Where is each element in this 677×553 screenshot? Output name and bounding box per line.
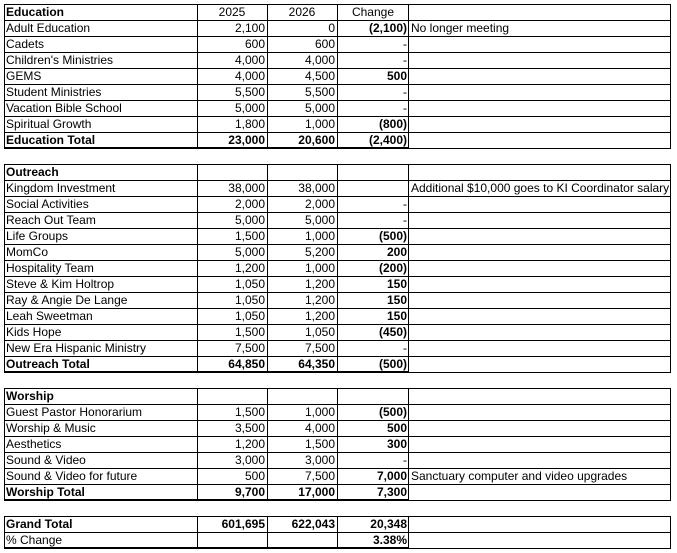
- grid-line: [197, 388, 198, 501]
- change-value: -: [403, 37, 407, 51]
- value-2026: 0: [328, 21, 335, 35]
- note: [408, 452, 670, 468]
- line-item-name: Ray & Angie De Lange: [6, 293, 128, 307]
- value-2025: 1,050: [234, 309, 265, 323]
- line-item-name: Children's Ministries: [6, 53, 113, 67]
- value-2026: 600: [314, 37, 335, 51]
- value-2025: 1,050: [234, 293, 265, 307]
- line-item-name: Student Ministries: [6, 85, 102, 99]
- line-item-name: Social Activities: [6, 197, 89, 211]
- value-2025: 1,050: [234, 277, 265, 291]
- value-2025: 1,500: [234, 229, 265, 243]
- value-2025: 5,000: [234, 101, 265, 115]
- col-header-2026: 2026: [288, 5, 316, 19]
- value-2026: 4,000: [304, 53, 335, 67]
- col-header-2025: 2025: [218, 5, 246, 19]
- grid-line: [408, 388, 409, 501]
- total-2025: 64,850: [228, 357, 265, 371]
- value-2026: 1,200: [304, 277, 335, 291]
- section-title: Outreach: [6, 165, 59, 179]
- change-value: 150: [386, 293, 407, 307]
- line-item-name: Reach Out Team: [6, 213, 96, 227]
- change-value: 500: [386, 421, 407, 435]
- value-2026: 1,050: [304, 325, 335, 339]
- line-item-name: Kids Hope: [6, 325, 62, 339]
- line-item-name: Steve & Kim Holtrop: [6, 277, 115, 291]
- change-value: 500: [386, 69, 407, 83]
- note: [408, 196, 670, 212]
- grid-line: [267, 516, 268, 549]
- total-change: (500): [378, 357, 407, 371]
- grid-line: [670, 516, 671, 549]
- value-2026: 5,000: [304, 213, 335, 227]
- change-value: 300: [386, 437, 407, 451]
- grid-line: [197, 164, 198, 373]
- change-value: -: [403, 213, 407, 227]
- section-title: Education: [6, 5, 65, 19]
- note: [408, 84, 670, 100]
- total-2026: 20,600: [298, 133, 335, 147]
- note: Additional $10,000 goes to KI Coordinator salary: [411, 181, 670, 195]
- value-2026: 1,000: [304, 405, 335, 419]
- value-2025: 38,000: [228, 181, 265, 195]
- change-value: (500): [378, 405, 407, 419]
- total-2026: 64,350: [298, 357, 335, 371]
- value-2025: 3,000: [234, 453, 265, 467]
- change-value: 150: [386, 277, 407, 291]
- value-2026: 5,200: [304, 245, 335, 259]
- grid-line: [4, 516, 5, 549]
- change-value: 7,000: [376, 469, 407, 483]
- change-value: (2,100): [368, 21, 407, 35]
- line-item-name: Worship & Music: [6, 421, 96, 435]
- note: [408, 212, 670, 228]
- grid-line: [4, 499, 409, 500]
- grid-line: [4, 547, 409, 548]
- note: [408, 308, 670, 324]
- change-value: [337, 180, 408, 196]
- change-value: (800): [378, 117, 407, 131]
- value-2026: 4,000: [304, 421, 335, 435]
- value-2025: 5,500: [234, 85, 265, 99]
- pct-change-label: % Change: [6, 533, 63, 547]
- value-2026: 4,500: [304, 69, 335, 83]
- note: Sanctuary computer and video upgrades: [411, 469, 628, 483]
- value-2026: 1,500: [304, 437, 335, 451]
- grand-total-2026: 622,043: [291, 517, 335, 531]
- section-title: Worship: [6, 389, 54, 403]
- grid-line: [670, 388, 671, 501]
- grid-line: [4, 164, 5, 373]
- grid-line: [4, 371, 409, 372]
- value-2025: 4,000: [234, 69, 265, 83]
- grid-line: [4, 4, 5, 149]
- value-2026: 1,000: [304, 261, 335, 275]
- note: [408, 52, 670, 68]
- total-change: 7,300: [376, 485, 407, 499]
- line-item-name: Leah Sweetman: [6, 309, 93, 323]
- note: [408, 404, 670, 420]
- grid-line: [267, 4, 268, 149]
- value-2025: 2,000: [234, 197, 265, 211]
- change-value: (200): [378, 261, 407, 275]
- change-value: -: [403, 197, 407, 211]
- value-2025: 600: [244, 37, 265, 51]
- value-2025: 1,200: [234, 437, 265, 451]
- value-2025: 4,000: [234, 53, 265, 67]
- line-item-name: Kingdom Investment: [6, 181, 116, 195]
- value-2026: 1,200: [304, 293, 335, 307]
- grid-line: [197, 516, 198, 549]
- value-2025: 1,500: [234, 325, 265, 339]
- total-2026: 17,000: [298, 485, 335, 499]
- value-2026: 3,000: [304, 453, 335, 467]
- note: [408, 228, 670, 244]
- total-label: Education Total: [6, 133, 96, 147]
- value-2026: 2,000: [304, 197, 335, 211]
- value-2025: 500: [244, 469, 265, 483]
- grid-line: [197, 4, 198, 149]
- grand-total-label: Grand Total: [6, 517, 73, 531]
- note: [408, 100, 670, 116]
- value-2025: 1,200: [234, 261, 265, 275]
- note: [408, 276, 670, 292]
- value-2026: 7,500: [304, 469, 335, 483]
- note: [408, 36, 670, 52]
- value-2025: 2,100: [234, 21, 265, 35]
- change-value: -: [403, 85, 407, 99]
- grid-line: [337, 4, 338, 149]
- total-2025: 23,000: [228, 133, 265, 147]
- line-item-name: New Era Hispanic Ministry: [6, 341, 147, 355]
- total-label: Worship Total: [6, 485, 85, 499]
- grid-line: [337, 388, 338, 501]
- change-value: -: [403, 453, 407, 467]
- change-value: 200: [386, 245, 407, 259]
- value-2026: 1,000: [304, 117, 335, 131]
- note: [408, 116, 670, 132]
- value-2025: 1,500: [234, 405, 265, 419]
- col-header-change: Change: [351, 5, 395, 19]
- line-item-name: Sound & Video: [6, 453, 86, 467]
- grand-total-2025: 601,695: [221, 517, 265, 531]
- grid-line: [267, 388, 268, 501]
- grid-line: [4, 388, 5, 501]
- value-2025: 7,500: [234, 341, 265, 355]
- line-item-name: Vacation Bible School: [6, 101, 122, 115]
- note: No longer meeting: [411, 21, 510, 35]
- value-2026: 5,000: [304, 101, 335, 115]
- grand-total-change: 20,348: [370, 517, 407, 531]
- total-label: Outreach Total: [6, 357, 90, 371]
- line-item-name: Guest Pastor Honorarium: [6, 405, 143, 419]
- grid-line: [337, 516, 338, 549]
- value-2025: 1,800: [234, 117, 265, 131]
- line-item-name: Aesthetics: [6, 437, 62, 451]
- line-item-name: Hospitality Team: [6, 261, 94, 275]
- grid-line: [267, 164, 268, 373]
- note: [408, 324, 670, 340]
- line-item-name: Life Groups: [6, 229, 69, 243]
- pct-change-value: 3.38%: [372, 533, 407, 547]
- value-2025: 5,000: [234, 245, 265, 259]
- value-2026: 38,000: [298, 181, 335, 195]
- value-2026: 1,200: [304, 309, 335, 323]
- value-2026: 1,000: [304, 229, 335, 243]
- line-item-name: Sound & Video for future: [6, 469, 138, 483]
- grid-line: [4, 147, 409, 148]
- note: [408, 420, 670, 436]
- change-value: 150: [386, 309, 407, 323]
- note: [408, 292, 670, 308]
- line-item-name: Cadets: [6, 37, 45, 51]
- value-2026: 5,500: [304, 85, 335, 99]
- change-value: -: [403, 53, 407, 67]
- total-change: (2,400): [368, 133, 407, 147]
- value-2026: 7,500: [304, 341, 335, 355]
- change-value: -: [403, 101, 407, 115]
- line-item-name: GEMS: [6, 69, 42, 83]
- grid-line: [408, 4, 409, 149]
- note: [408, 340, 670, 356]
- note: [408, 68, 670, 84]
- grid-line: [670, 4, 671, 149]
- value-2025: 5,000: [234, 213, 265, 227]
- line-item-name: Adult Education: [6, 21, 91, 35]
- value-2025: 3,500: [234, 421, 265, 435]
- line-item-name: Spiritual Growth: [6, 117, 92, 131]
- grid-line: [670, 164, 671, 373]
- note: [408, 244, 670, 260]
- grid-line: [337, 164, 338, 373]
- change-value: -: [403, 341, 407, 355]
- change-value: (450): [378, 325, 407, 339]
- note: [408, 260, 670, 276]
- total-2025: 9,700: [234, 485, 265, 499]
- change-value: (500): [378, 229, 407, 243]
- grid-line: [408, 164, 409, 373]
- grid-line: [408, 516, 409, 549]
- line-item-name: MomCo: [6, 245, 49, 259]
- note: [408, 436, 670, 452]
